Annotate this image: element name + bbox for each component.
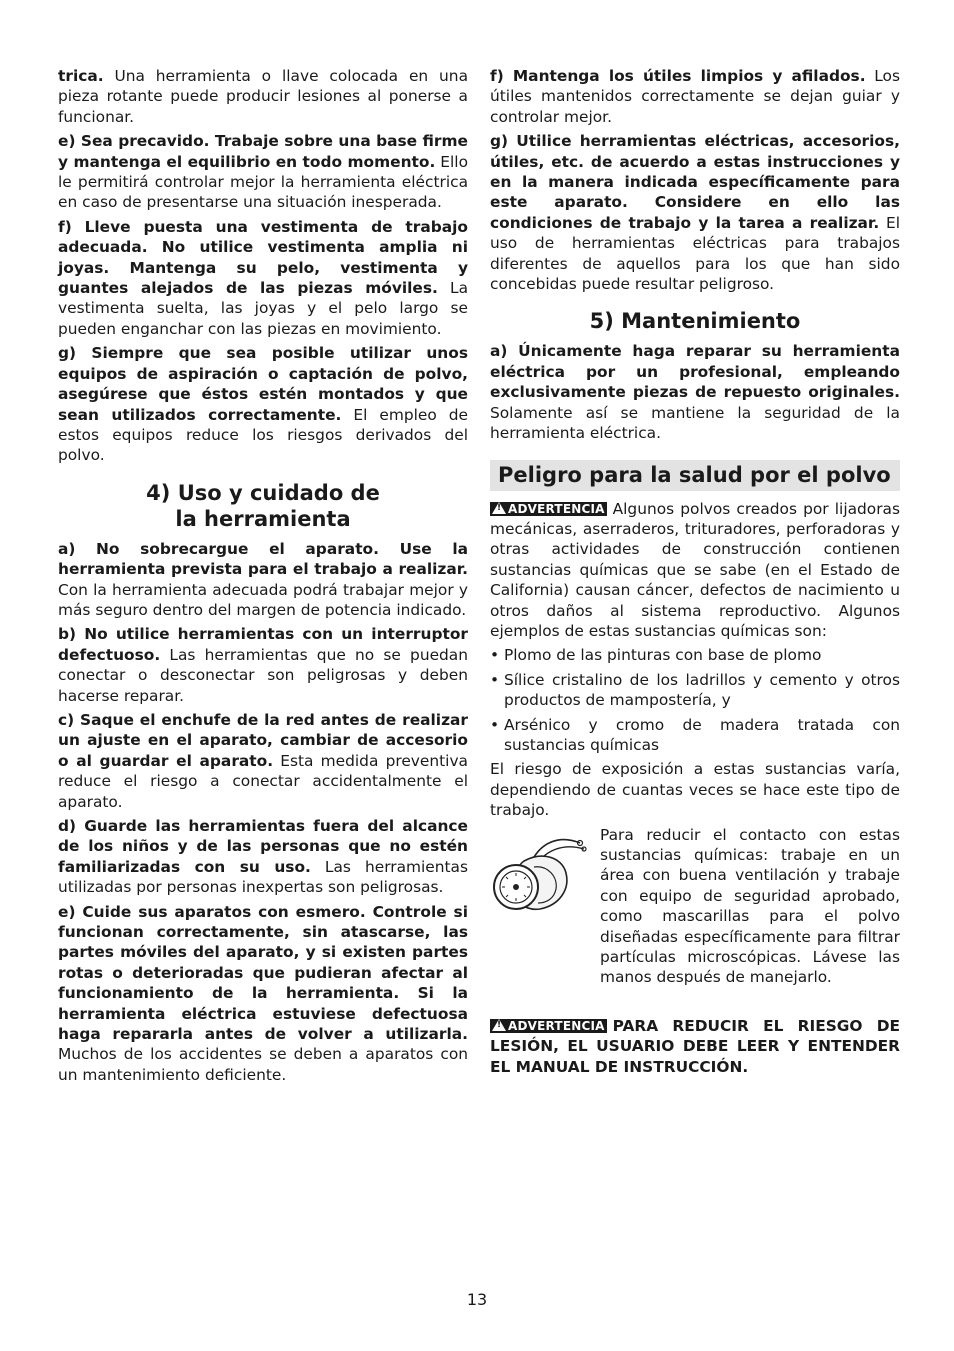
bold-lead: g) Utilice herramientas eléctricas, accesorios, útiles, etc. de acuerdo a estas instrucciones y en la manera indicada específicamente para este aparato. Considere en ello las condiciones de trabajo y la tarea a realizar. (490, 132, 900, 232)
page-number: 13 (466, 1290, 488, 1309)
section-heading-4 (58, 480, 468, 532)
paragraph-unplug (58, 710, 468, 812)
left-column (58, 66, 468, 1089)
paragraph-repair (490, 341, 900, 443)
bold-lead: d) Guarde las herramientas fuera del alcance de los niños y de las personas que no estén familiarizadas con su uso. (58, 817, 468, 876)
bold-lead: f) Mantenga los útiles limpios y afilados. (490, 67, 866, 85)
paragraph-clothing (58, 217, 468, 339)
paragraph-use-accordingly (490, 131, 900, 294)
bold-lead: e) Cuide sus aparatos con esmero. Controle si funcionan correctamente, sin atascarse, las partes móviles del aparato, y si existen partes rotas o deterioradas que pudieran afectar al funcionamiento de la herramienta. Si la herramienta eléctrica estuviese defectuosa haga repararla antes de volver a utilizarla. (58, 902, 468, 1044)
body-text: Muchos de los accidentes se deben a aparatos con un mantenimiento deficiente. (58, 1045, 468, 1084)
final-warning-text: PARA REDUCIR EL RIESGO DE LESIÓN, EL USUARIO DEBE LEER Y ENTENDER EL MANUAL DE INSTRUCCIÓN. (490, 1016, 900, 1076)
warning-label: ADVERTENCIA (508, 1018, 605, 1033)
bold-lead: f) Lleve puesta una vestimenta de trabajo adecuada. No utilice vestimenta amplia ni joyas. Mantenga su pelo, vestimenta y guantes alejados de las piezas móviles. (58, 217, 468, 298)
body-text: La vestimenta suelta, las joyas y el pelo largo se pueden enganchar con las piezas en movimiento. (58, 279, 468, 338)
paragraph-tool-continuation (58, 66, 468, 127)
paragraph-dust-extraction (58, 343, 468, 465)
warning-triangle-icon: ! (492, 502, 506, 514)
bold-lead: c) Saque el enchufe de la red antes de realizar un ajuste en el aparato, cambiar de accesorio o al guardar el aparato. (58, 710, 468, 770)
bold-lead: a) No sobrecargue el aparato. Use la herramienta prevista para el trabajo a realizar. (58, 539, 468, 579)
body-text: El empleo de estos equipos reduce los riesgos derivados del polvo. (58, 405, 469, 465)
paragraph-maintenance-care (58, 902, 468, 1086)
body-text: Las herramientas que no se puedan conectar o desconectar son peligrosas y deben hacerse reparar. (58, 645, 468, 705)
warning-badge (490, 1019, 607, 1033)
body-text: Solamente así se mantiene la seguridad de la herramienta eléctrica. (490, 403, 900, 443)
paragraph-mask-advice: Para reducir el contacto con estas sustancias químicas: trabaje en un área con buena ventilación y trabaje con equipo de seguridad aprobado, como mascarillas para el polvo diseñadas específicamente para filtrar partículas microscópicas. Lávese las manos después de manejarlo. (600, 825, 900, 987)
list-item: • Plomo de las pinturas con base de plomo (490, 645, 900, 665)
paragraph-dust-warning (490, 499, 900, 642)
paragraph-overload (58, 539, 468, 621)
list-item: • Sílice cristalino de los ladrillos y cemento y otros productos de mampostería, y (490, 670, 900, 711)
bold-lead: a) Únicamente haga reparar su herramienta eléctrica por un profesional, empleando exclusivamente piezas de repuesto originales. (490, 342, 900, 402)
heading-line-2: la herramienta (175, 506, 351, 531)
paragraph-precaution (58, 131, 468, 213)
right-column (490, 66, 900, 1077)
warning-triangle-icon: ! (492, 1019, 506, 1031)
heading-line-1: 4) Uso y cuidado de (146, 480, 380, 505)
body-text: Con la herramienta adecuada podrá trabajar mejor y más seguro dentro del margen de potencia indicado. (58, 580, 468, 619)
bold-lead: g) Siempre que sea posible utilizar unos equipos de aspiración o captación de polvo, asegúrese que éstos estén montados y que sean utilizados correctamente. (58, 344, 468, 424)
dust-hazard-banner: Peligro para la salud por el polvo (490, 460, 900, 491)
final-warning (490, 1016, 900, 1077)
warning-label: ADVERTENCIA (508, 501, 605, 516)
body-text: Algunos polvos creados por lijadoras mecánicas, aserraderos, trituradores, perforadoras y otras actividades de construcción contienen sustancias químicas que se sabe (en el Estado de California) causan cáncer, defectos de nacimiento u otros daños al sistema reproductivo. Algunos ejemplos de estas sustancias químicas son: (490, 499, 900, 640)
bold-lead: trica. (58, 67, 104, 85)
body-text: Los útiles mantenidos correctamente se dejan guiar y controlar mejor. (490, 67, 900, 126)
warning-badge (490, 502, 607, 516)
respirator-mask-icon (490, 827, 594, 923)
body-text: Las herramientas utilizadas por personas inexpertas son peligrosas. (58, 857, 468, 897)
mask-advice-block (490, 825, 900, 992)
body-text: Esta medida preventiva reduce el riesgo a conectar accidentalmente el aparato. (58, 751, 468, 811)
body-text: El uso de herramientas eléctricas para trabajos diferentes de aquellos para los que han sido concebidas puede resultar peligroso. (490, 213, 900, 294)
paragraph-switch (58, 624, 468, 706)
paragraph-exposure-risk: El riesgo de exposición a estas sustancias varía, dependiendo de cuantas veces se hace este tipo de trabajo. (490, 760, 900, 820)
body-text: Una herramienta o llave colocada en una pieza rotante puede producir lesiones al ponerse a funcionar. (58, 67, 468, 126)
paragraph-storage (58, 816, 468, 898)
body-text: Ello le permitirá controlar mejor la herramienta eléctrica en caso de presentarse una situación inesperada. (58, 152, 468, 212)
list-item: • Arsénico y cromo de madera tratada con sustancias químicas (490, 715, 900, 756)
section-heading-5: 5) Mantenimiento (589, 309, 801, 334)
bold-lead: e) Sea precavido. Trabaje sobre una base firme y mantenga el equilibrio en todo momento. (58, 132, 468, 171)
paragraph-clean-tools (490, 66, 900, 127)
bold-lead: b) No utilice herramientas con un interruptor defectuoso. (58, 625, 468, 664)
chemical-list (490, 645, 900, 755)
